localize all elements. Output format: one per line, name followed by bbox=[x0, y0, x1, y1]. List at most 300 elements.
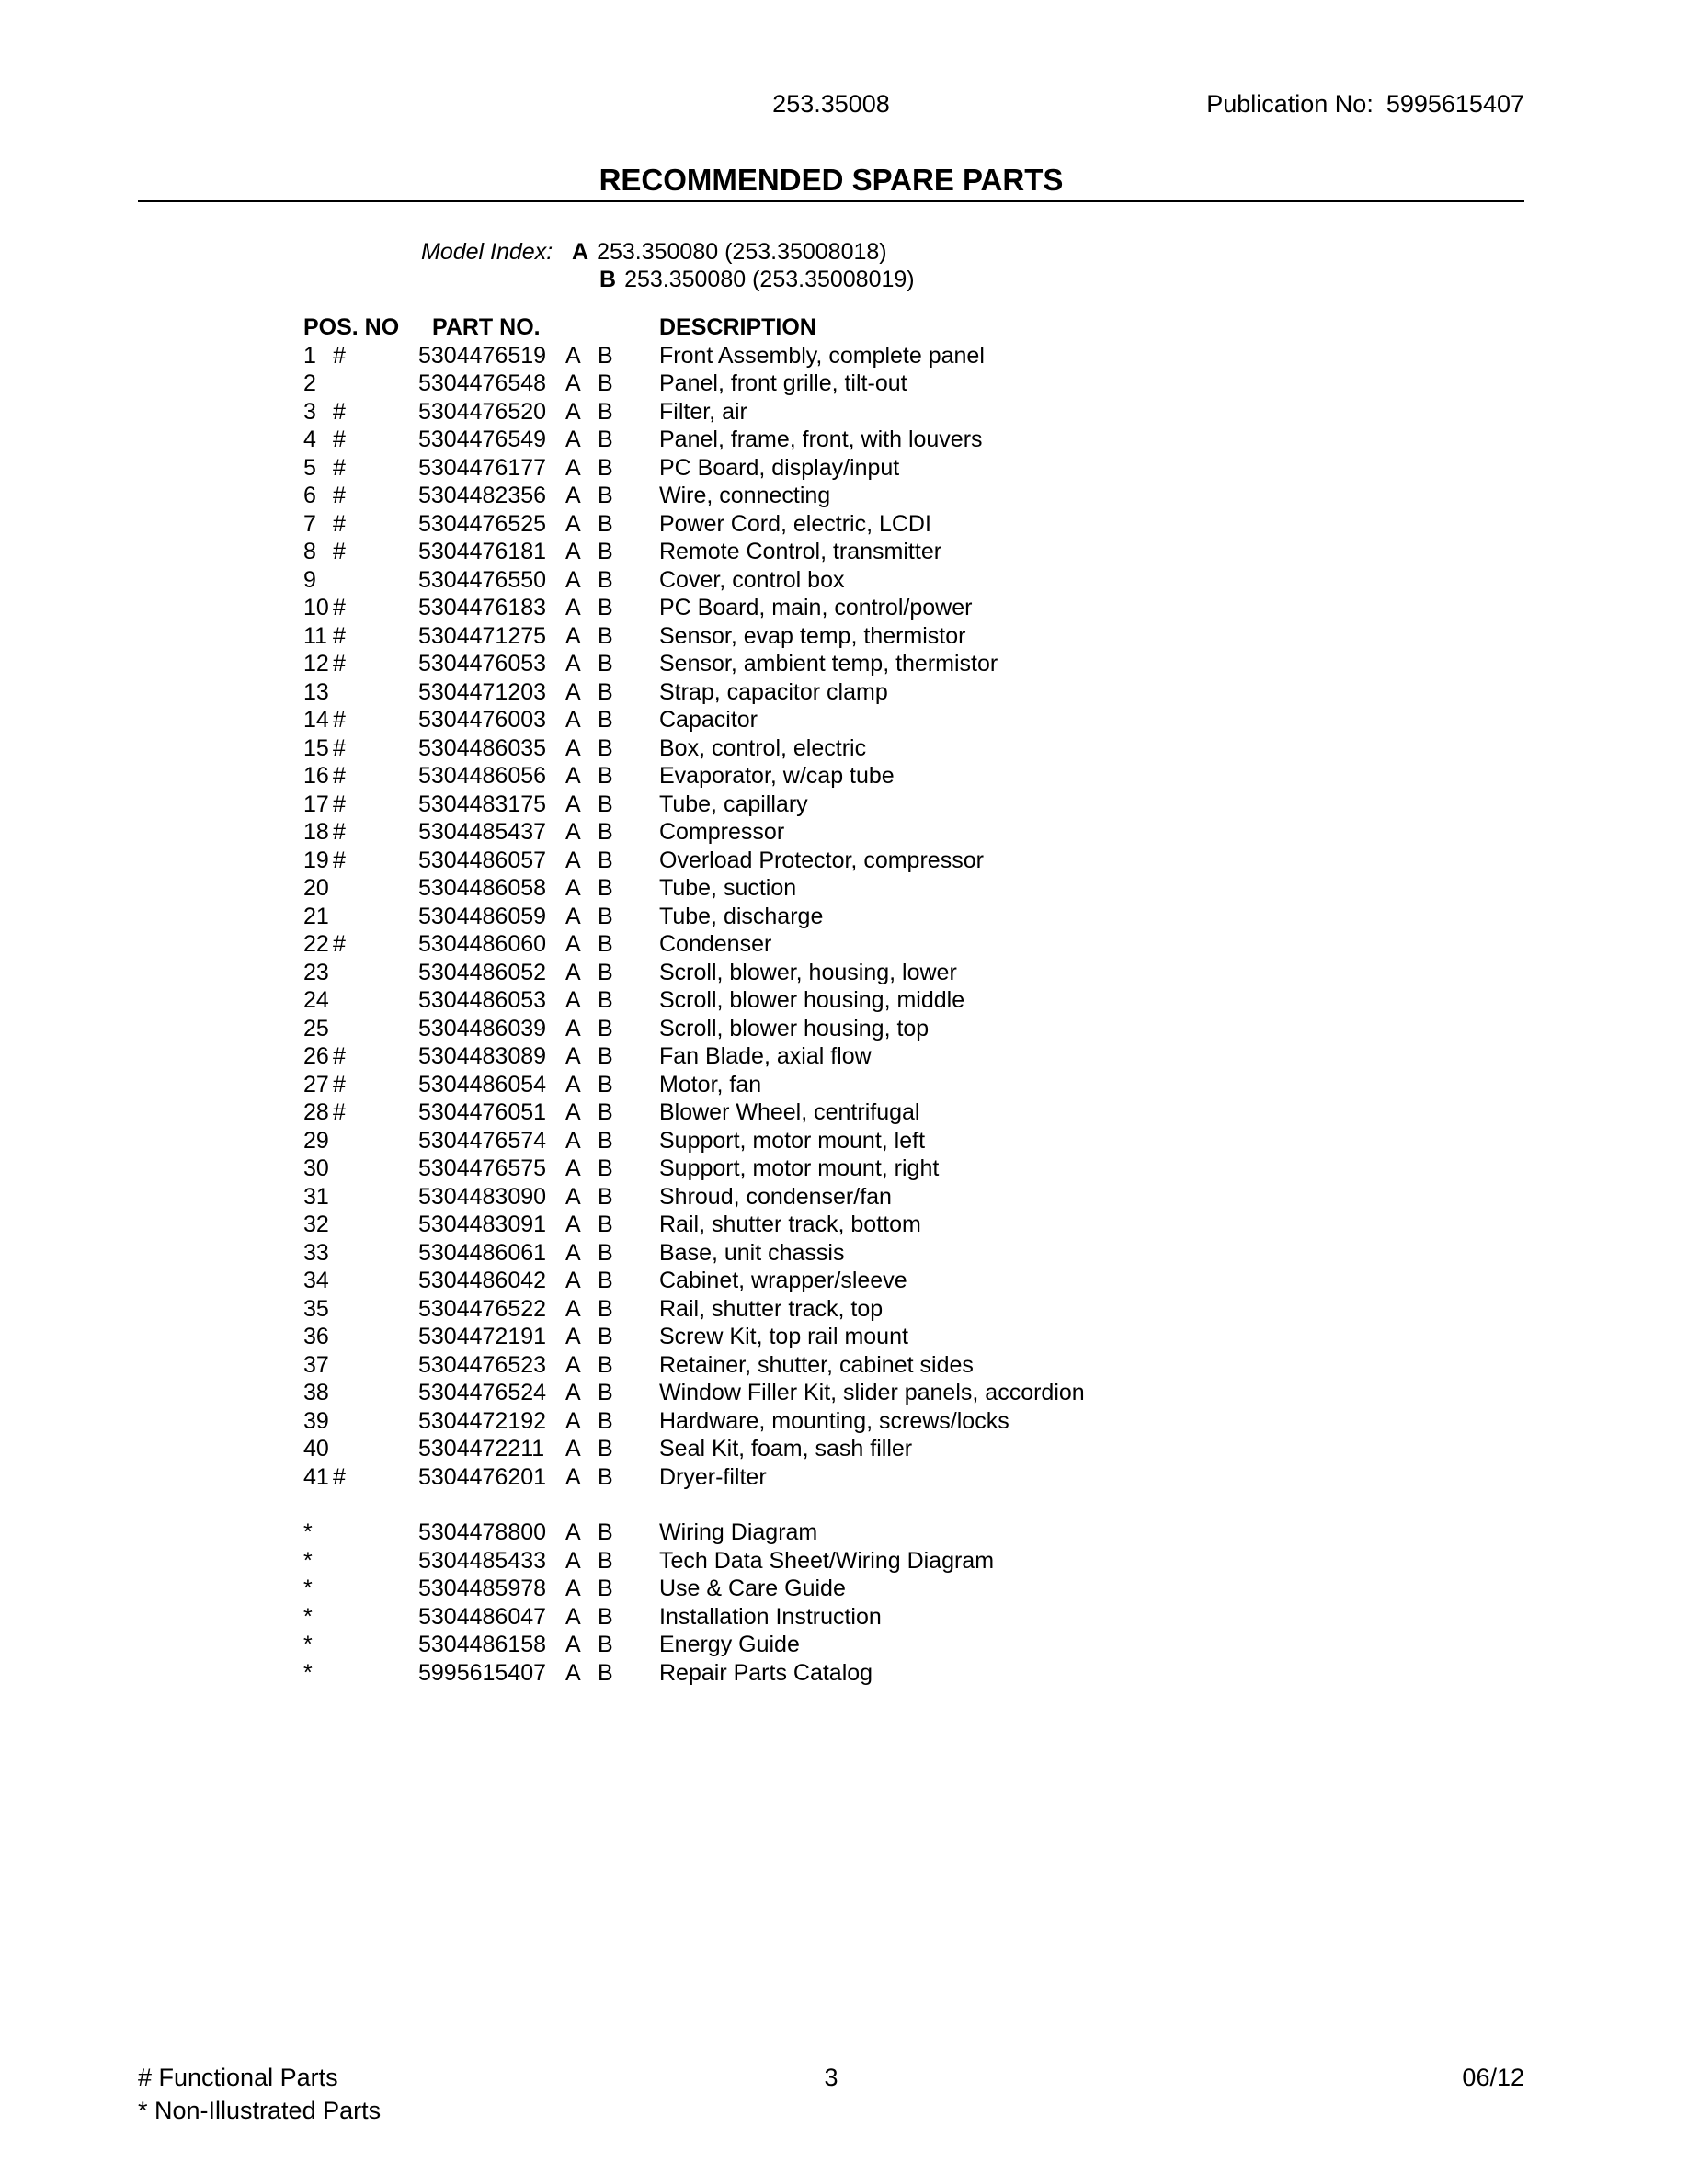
functional-flag: # bbox=[333, 1099, 346, 1125]
pos-number: 10 bbox=[303, 595, 329, 620]
table-row bbox=[303, 706, 1524, 734]
part-number-cell: 5304476201 bbox=[418, 1463, 547, 1490]
model-a-cell: A bbox=[565, 1351, 581, 1378]
pos-cell bbox=[303, 1603, 418, 1632]
pos-cell bbox=[303, 818, 418, 847]
part-number-cell: 5304476524 bbox=[418, 1380, 547, 1405]
pos-number: 24 bbox=[303, 987, 329, 1013]
model-a-cell: A bbox=[565, 427, 581, 452]
pos-cell bbox=[303, 706, 418, 734]
functional-flag: # bbox=[333, 791, 346, 817]
pos-cell bbox=[303, 762, 418, 791]
part-number-cell: 5304476575 bbox=[418, 1155, 547, 1181]
table-header bbox=[303, 313, 1524, 342]
publication-label: Publication No: bbox=[1206, 90, 1374, 118]
part-number-cell: 5304476548 bbox=[418, 370, 547, 396]
model-b-cell: B bbox=[598, 903, 613, 929]
pos-number: 23 bbox=[303, 959, 329, 985]
non-illustrated-parts-note: * Non-Illustrated Parts bbox=[138, 2097, 382, 2124]
pos-number: 12 bbox=[303, 651, 329, 677]
part-number-cell: 5304476520 bbox=[418, 398, 547, 425]
table-row bbox=[303, 903, 1524, 931]
pos-number: 7 bbox=[303, 510, 316, 537]
description-cell: Tube, suction bbox=[659, 875, 797, 901]
part-number-cell: 5304472191 bbox=[418, 1324, 547, 1349]
model-b-cell: B bbox=[598, 1351, 613, 1378]
table-row bbox=[303, 1071, 1524, 1099]
pos-cell bbox=[303, 1631, 418, 1659]
description-cell: Sensor, ambient temp, thermistor bbox=[659, 651, 998, 677]
part-number-cell: 5304471275 bbox=[418, 622, 547, 649]
pos-cell bbox=[303, 454, 418, 483]
table-row bbox=[303, 510, 1524, 539]
description-cell: Wiring Diagram bbox=[659, 1519, 818, 1545]
part-number-cell: 5304486059 bbox=[418, 903, 547, 929]
part-number-cell: 5304476574 bbox=[418, 1127, 547, 1154]
model-b-cell: B bbox=[598, 875, 613, 901]
model-b-cell: B bbox=[598, 931, 613, 957]
description-cell: Energy Guide bbox=[659, 1632, 800, 1657]
model-b-cell: B bbox=[598, 1463, 613, 1490]
model-b-cell: B bbox=[598, 1071, 613, 1098]
pos-number: 17 bbox=[303, 791, 329, 817]
model-b-cell: B bbox=[598, 1324, 613, 1349]
publication-info bbox=[1206, 90, 1524, 119]
model-b-cell: B bbox=[598, 763, 613, 789]
table-row bbox=[303, 370, 1524, 398]
description-cell: Base, unit chassis bbox=[659, 1239, 845, 1266]
model-a-cell: A bbox=[565, 370, 581, 396]
pos-cell bbox=[303, 650, 418, 678]
pos-cell bbox=[303, 1211, 418, 1239]
pos-cell bbox=[303, 1351, 418, 1380]
title-divider bbox=[138, 200, 1524, 202]
table-row bbox=[303, 1659, 1524, 1688]
model-b-cell: B bbox=[598, 959, 613, 985]
model-a-cell: A bbox=[565, 1436, 581, 1462]
model-a-cell: A bbox=[565, 819, 581, 845]
model-b-cell: B bbox=[598, 454, 613, 481]
pos-cell bbox=[303, 1015, 418, 1043]
pos-cell bbox=[303, 1547, 418, 1575]
pos-cell bbox=[303, 510, 418, 539]
model-a-cell: A bbox=[565, 931, 581, 957]
part-number-cell: 5304483091 bbox=[418, 1211, 547, 1237]
model-a-cell: A bbox=[565, 1183, 581, 1210]
part-number-cell: 5304476177 bbox=[418, 454, 547, 481]
part-number-cell: 5304486056 bbox=[418, 763, 547, 789]
pos-number: * bbox=[303, 1603, 313, 1630]
model-a-cell: A bbox=[565, 1324, 581, 1349]
model-b-cell: B bbox=[598, 678, 613, 705]
part-number-cell: 5304486039 bbox=[418, 1015, 547, 1041]
table-row bbox=[303, 426, 1524, 454]
pos-cell bbox=[303, 1267, 418, 1295]
model-b-cell: B bbox=[598, 1015, 613, 1041]
model-b-cell: B bbox=[598, 1099, 613, 1125]
table-row bbox=[303, 1295, 1524, 1324]
pos-number: 8 bbox=[303, 539, 316, 564]
pos-number: 2 bbox=[303, 370, 316, 396]
table-row bbox=[303, 622, 1524, 651]
table-row bbox=[303, 398, 1524, 427]
pos-cell bbox=[303, 594, 418, 622]
table-row bbox=[303, 678, 1524, 707]
model-b-cell: B bbox=[598, 1436, 613, 1462]
pos-number: 39 bbox=[303, 1407, 329, 1434]
functional-flag: # bbox=[333, 734, 346, 761]
part-number-cell: 5304483175 bbox=[418, 791, 547, 817]
table-row bbox=[303, 1379, 1524, 1407]
footer-date: 06/12 bbox=[1462, 2064, 1524, 2091]
description-cell: Scroll, blower, housing, lower bbox=[659, 959, 957, 985]
pos-cell bbox=[303, 1183, 418, 1211]
model-a-cell: A bbox=[565, 1547, 581, 1574]
pos-number: 21 bbox=[303, 903, 329, 929]
model-b-cell: B bbox=[598, 1407, 613, 1434]
model-a-cell: A bbox=[565, 1268, 581, 1293]
model-b-cell: B bbox=[598, 1632, 613, 1657]
table-row bbox=[303, 1211, 1524, 1239]
pos-number: * bbox=[303, 1659, 313, 1686]
model-value-a: 253.350080 (253.35008018) bbox=[597, 239, 887, 265]
pos-cell bbox=[303, 398, 418, 427]
part-number-cell: 5304485978 bbox=[418, 1575, 547, 1601]
model-b-cell: B bbox=[598, 539, 613, 564]
model-a-cell: A bbox=[565, 1295, 581, 1322]
model-b-cell: B bbox=[598, 622, 613, 649]
pos-cell bbox=[303, 1407, 418, 1436]
pos-cell bbox=[303, 482, 418, 510]
part-number-cell: 5304483089 bbox=[418, 1043, 547, 1069]
model-b-cell: B bbox=[598, 1547, 613, 1574]
description-cell: Panel, front grille, tilt-out bbox=[659, 370, 907, 396]
pos-number: 22 bbox=[303, 931, 329, 957]
model-a-cell: A bbox=[565, 1519, 581, 1545]
page-header bbox=[138, 90, 1524, 121]
description-cell: Wire, connecting bbox=[659, 483, 831, 508]
functional-flag: # bbox=[333, 622, 346, 649]
description-cell: Overload Protector, compressor bbox=[659, 847, 984, 873]
description-cell: Seal Kit, foam, sash filler bbox=[659, 1436, 913, 1462]
functional-flag: # bbox=[333, 454, 346, 481]
pos-number: 40 bbox=[303, 1436, 329, 1462]
model-a-cell: A bbox=[565, 763, 581, 789]
table-spacer bbox=[138, 1491, 1524, 1519]
functional-flag: # bbox=[333, 427, 346, 452]
model-a-cell: A bbox=[565, 1099, 581, 1125]
pos-number: 32 bbox=[303, 1211, 329, 1237]
part-number-cell: 5304486058 bbox=[418, 875, 547, 901]
table-row bbox=[303, 1407, 1524, 1436]
part-number-cell: 5304476523 bbox=[418, 1351, 547, 1378]
pos-number: 41 bbox=[303, 1463, 329, 1490]
pos-number: * bbox=[303, 1547, 313, 1574]
model-b-cell: B bbox=[598, 1043, 613, 1069]
description-cell: Tech Data Sheet/Wiring Diagram bbox=[659, 1547, 995, 1574]
part-number-cell: 5304478800 bbox=[418, 1519, 547, 1545]
part-number-cell: 5304486047 bbox=[418, 1603, 547, 1630]
description-cell: Power Cord, electric, LCDI bbox=[659, 510, 931, 537]
model-value-b: 253.350080 (253.35008019) bbox=[624, 267, 915, 292]
model-index-entry-b bbox=[572, 266, 1524, 293]
part-number-cell: 5995615407 bbox=[418, 1659, 547, 1686]
page-number: 3 bbox=[824, 2064, 838, 2091]
part-number-cell: 5304486042 bbox=[418, 1268, 547, 1293]
pos-number: 3 bbox=[303, 398, 316, 425]
functional-flag: # bbox=[333, 931, 346, 957]
description-cell: Panel, frame, front, with louvers bbox=[659, 427, 983, 452]
model-b-cell: B bbox=[598, 819, 613, 845]
model-b-cell: B bbox=[598, 987, 613, 1013]
pos-number: 27 bbox=[303, 1071, 329, 1098]
pos-number: 28 bbox=[303, 1099, 329, 1125]
description-cell: Tube, discharge bbox=[659, 903, 824, 929]
model-b-cell: B bbox=[598, 1211, 613, 1237]
description-cell: Use & Care Guide bbox=[659, 1575, 846, 1601]
description-cell: Rail, shutter track, top bbox=[659, 1295, 884, 1322]
functional-flag: # bbox=[333, 510, 346, 537]
model-b-cell: B bbox=[598, 707, 613, 733]
description-cell: Rail, shutter track, bottom bbox=[659, 1211, 921, 1237]
pos-number: 35 bbox=[303, 1295, 329, 1322]
description-cell: Remote Control, transmitter bbox=[659, 539, 942, 564]
pos-cell bbox=[303, 342, 418, 370]
table-row bbox=[303, 1267, 1524, 1295]
part-number-cell: 5304472211 bbox=[418, 1436, 545, 1462]
functional-flag: # bbox=[333, 707, 346, 733]
table-row bbox=[303, 1631, 1524, 1659]
part-number-cell: 5304486035 bbox=[418, 734, 547, 761]
description-cell: Hardware, mounting, screws/locks bbox=[659, 1407, 1009, 1434]
pos-cell bbox=[303, 847, 418, 875]
model-a-cell: A bbox=[565, 847, 581, 873]
pos-cell bbox=[303, 1295, 418, 1324]
table-row bbox=[303, 538, 1524, 566]
model-b-cell: B bbox=[598, 566, 613, 593]
table-row bbox=[303, 818, 1524, 847]
table-row bbox=[303, 1519, 1524, 1547]
functional-flag: # bbox=[333, 342, 346, 369]
description-cell: Sensor, evap temp, thermistor bbox=[659, 622, 966, 649]
table-row bbox=[303, 482, 1524, 510]
model-letter-a: A bbox=[572, 239, 589, 265]
part-number-cell: 5304486052 bbox=[418, 959, 547, 985]
table-row bbox=[303, 454, 1524, 483]
pos-cell bbox=[303, 734, 418, 763]
column-header-part: PART NO. bbox=[432, 314, 541, 340]
pos-cell bbox=[303, 791, 418, 819]
description-cell: Retainer, shutter, cabinet sides bbox=[659, 1351, 974, 1378]
pos-cell bbox=[303, 622, 418, 651]
pos-number: 4 bbox=[303, 427, 316, 452]
model-b-cell: B bbox=[598, 1239, 613, 1266]
publication-number: 5995615407 bbox=[1386, 90, 1524, 118]
model-a-cell: A bbox=[565, 454, 581, 481]
description-cell: Tube, capillary bbox=[659, 791, 808, 817]
description-cell: Support, motor mount, left bbox=[659, 1127, 926, 1154]
model-b-cell: B bbox=[598, 1659, 613, 1686]
pos-cell bbox=[303, 1575, 418, 1603]
part-number-cell: 5304476550 bbox=[418, 566, 547, 593]
part-number-cell: 5304486158 bbox=[418, 1632, 547, 1657]
model-a-cell: A bbox=[565, 1575, 581, 1601]
pos-number: 31 bbox=[303, 1183, 329, 1210]
description-cell: Dryer-filter bbox=[659, 1463, 767, 1490]
table-row bbox=[303, 959, 1524, 987]
model-a-cell: A bbox=[565, 651, 581, 677]
pos-number: 26 bbox=[303, 1043, 329, 1069]
pos-cell bbox=[303, 986, 418, 1015]
description-cell: PC Board, main, control/power bbox=[659, 595, 973, 620]
model-a-cell: A bbox=[565, 1071, 581, 1098]
model-a-cell: A bbox=[565, 678, 581, 705]
pos-cell bbox=[303, 1071, 418, 1099]
functional-flag: # bbox=[333, 483, 346, 508]
table-row bbox=[303, 1323, 1524, 1351]
pos-number: * bbox=[303, 1632, 313, 1657]
model-a-cell: A bbox=[565, 987, 581, 1013]
model-b-cell: B bbox=[598, 1603, 613, 1630]
description-cell: Condenser bbox=[659, 931, 772, 957]
model-a-cell: A bbox=[565, 1407, 581, 1434]
pos-number: 1 bbox=[303, 342, 316, 369]
model-a-cell: A bbox=[565, 342, 581, 369]
column-header-spacer bbox=[565, 313, 598, 342]
pos-number: 25 bbox=[303, 1015, 329, 1041]
table-row bbox=[303, 1155, 1524, 1183]
pos-cell bbox=[303, 370, 418, 398]
model-b-cell: B bbox=[598, 734, 613, 761]
description-cell: Cabinet, wrapper/sleeve bbox=[659, 1268, 907, 1293]
pos-number: 11 bbox=[303, 622, 327, 649]
functional-flag: # bbox=[333, 398, 346, 425]
part-number-cell: 5304472192 bbox=[418, 1407, 547, 1434]
description-cell: Shroud, condenser/fan bbox=[659, 1183, 892, 1210]
part-number-cell: 5304485437 bbox=[418, 819, 547, 845]
table-row bbox=[303, 1183, 1524, 1211]
page-footer bbox=[138, 2061, 1524, 2127]
part-number-cell: 5304486061 bbox=[418, 1239, 547, 1266]
pos-cell bbox=[303, 1127, 418, 1155]
model-index-label: Model Index: bbox=[421, 239, 553, 265]
model-a-cell: A bbox=[565, 566, 581, 593]
model-a-cell: A bbox=[565, 539, 581, 564]
table-row bbox=[303, 791, 1524, 819]
description-cell: Front Assembly, complete panel bbox=[659, 342, 985, 369]
model-a-cell: A bbox=[565, 622, 581, 649]
model-b-cell: B bbox=[598, 370, 613, 396]
model-a-cell: A bbox=[565, 707, 581, 733]
table-row bbox=[303, 1435, 1524, 1463]
model-index-entry-a bbox=[572, 238, 1524, 266]
part-number-cell: 5304486054 bbox=[418, 1071, 547, 1098]
description-cell: Filter, air bbox=[659, 398, 747, 425]
description-cell: Motor, fan bbox=[659, 1071, 762, 1098]
parts-table bbox=[138, 313, 1524, 1687]
model-letter-b: B bbox=[599, 267, 617, 292]
description-cell: Box, control, electric bbox=[659, 734, 867, 761]
part-number-cell: 5304485433 bbox=[418, 1547, 547, 1574]
part-number-cell: 5304471203 bbox=[418, 678, 547, 705]
description-cell: Installation Instruction bbox=[659, 1603, 882, 1630]
table-row bbox=[303, 342, 1524, 370]
model-b-cell: B bbox=[598, 1575, 613, 1601]
model-a-cell: A bbox=[565, 1603, 581, 1630]
table-row bbox=[303, 847, 1524, 875]
table-row bbox=[303, 1547, 1524, 1575]
pos-cell bbox=[303, 1435, 418, 1463]
table-row bbox=[303, 1015, 1524, 1043]
part-number-cell: 5304483090 bbox=[418, 1183, 547, 1210]
description-cell: Scroll, blower housing, middle bbox=[659, 987, 965, 1013]
model-b-cell: B bbox=[598, 651, 613, 677]
model-a-cell: A bbox=[565, 791, 581, 817]
model-a-cell: A bbox=[565, 1632, 581, 1657]
model-b-cell: B bbox=[598, 1519, 613, 1545]
model-a-cell: A bbox=[565, 875, 581, 901]
pos-cell bbox=[303, 1098, 418, 1127]
model-a-cell: A bbox=[565, 1380, 581, 1405]
model-b-cell: B bbox=[598, 1295, 613, 1322]
description-cell: Capacitor bbox=[659, 707, 758, 733]
model-a-cell: A bbox=[565, 1127, 581, 1154]
functional-flag: # bbox=[333, 1463, 346, 1490]
pos-cell bbox=[303, 903, 418, 931]
pos-number: 38 bbox=[303, 1380, 329, 1405]
column-header-spacer bbox=[598, 313, 650, 342]
pos-number: 16 bbox=[303, 763, 329, 789]
model-a-cell: A bbox=[565, 734, 581, 761]
part-number-cell: 5304476522 bbox=[418, 1295, 547, 1322]
pos-cell bbox=[303, 1323, 418, 1351]
functional-parts-note: # Functional Parts bbox=[138, 2064, 338, 2091]
model-a-cell: A bbox=[565, 510, 581, 537]
model-b-cell: B bbox=[598, 510, 613, 537]
part-number-cell: 5304486057 bbox=[418, 847, 547, 873]
model-b-cell: B bbox=[598, 791, 613, 817]
pos-cell bbox=[303, 566, 418, 595]
model-b-cell: B bbox=[598, 1155, 613, 1181]
pos-number: 18 bbox=[303, 819, 329, 845]
description-cell: Compressor bbox=[659, 819, 785, 845]
pos-number: 15 bbox=[303, 734, 329, 761]
column-header-description: DESCRIPTION bbox=[659, 314, 816, 340]
table-row bbox=[303, 566, 1524, 595]
model-a-cell: A bbox=[565, 1043, 581, 1069]
model-b-cell: B bbox=[598, 427, 613, 452]
model-b-cell: B bbox=[598, 1268, 613, 1293]
model-b-cell: B bbox=[598, 1183, 613, 1210]
part-number-cell: 5304476181 bbox=[418, 539, 547, 564]
description-cell: Window Filler Kit, slider panels, accordion bbox=[659, 1380, 1085, 1405]
pos-number: 20 bbox=[303, 875, 329, 901]
functional-flag: # bbox=[333, 651, 346, 677]
description-cell: Cover, control box bbox=[659, 566, 845, 593]
table-row bbox=[303, 762, 1524, 791]
model-a-cell: A bbox=[565, 1659, 581, 1686]
table-row bbox=[303, 650, 1524, 678]
pos-number: * bbox=[303, 1519, 313, 1545]
functional-flag: # bbox=[333, 819, 346, 845]
pos-cell bbox=[303, 426, 418, 454]
functional-flag: # bbox=[333, 847, 346, 873]
pos-cell bbox=[303, 874, 418, 903]
part-number-cell: 5304486053 bbox=[418, 987, 547, 1013]
pos-number: 13 bbox=[303, 678, 329, 705]
model-a-cell: A bbox=[565, 595, 581, 620]
model-a-cell: A bbox=[565, 959, 581, 985]
